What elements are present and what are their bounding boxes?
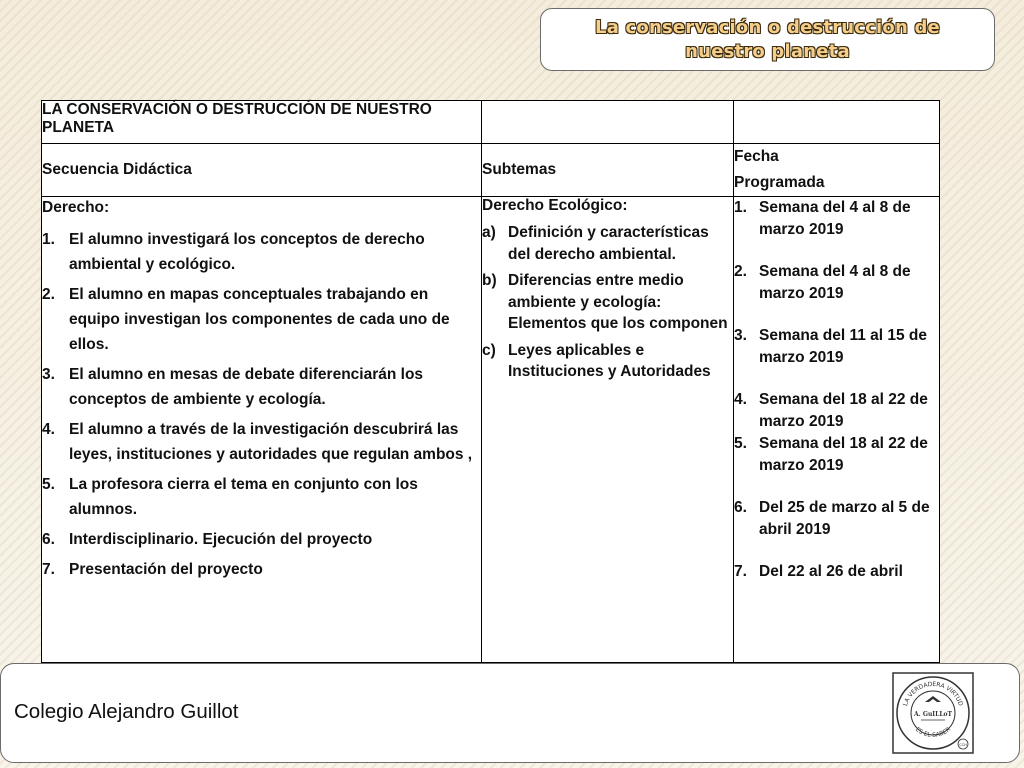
sequence-column-header: Secuencia Didáctica: [42, 144, 482, 197]
item-number: 7.: [42, 561, 55, 578]
item-text: El alumno investigará los conceptos de derecho ambiental y ecológico.: [69, 231, 425, 273]
item-text: Semana del 18 al 22 de marzo 2019: [759, 391, 928, 430]
footer-box: [0, 663, 1020, 763]
item-text: El alumno en mesas de debate diferenciarán los conceptos de ambiente y ecología.: [69, 366, 424, 408]
item-number: 7.: [734, 563, 747, 580]
sequence-cell: [42, 197, 482, 663]
item-text: Leyes aplicables e Instituciones y Autoridades: [508, 341, 711, 380]
item-number: 5.: [734, 435, 747, 452]
item-text: Presentación del proyecto: [69, 561, 263, 578]
list-item: [42, 417, 481, 467]
item-number: 3.: [42, 366, 55, 383]
list-item: [482, 340, 733, 383]
item-text: Semana del 18 al 22 de marzo 2019: [759, 435, 928, 474]
item-number: 4.: [42, 421, 55, 438]
slide-title-box: [540, 8, 995, 71]
logo-ring-top-text: LA VERDADERA VIRTUD: [902, 680, 964, 707]
item-number: 5.: [42, 476, 55, 493]
logo-badge-text: CCH: [959, 743, 967, 747]
date-header-line2: Programada: [734, 174, 825, 191]
table-title-cell: LA CONSERVACIÓN O DESTRUCCIÓN DE NUESTRO PLANETA: [42, 101, 482, 144]
list-item: [42, 527, 481, 552]
list-item: [734, 197, 939, 241]
item-text: Semana del 4 al 8 de marzo 2019: [759, 199, 911, 238]
sequence-heading: Derecho:: [42, 199, 110, 216]
subtopics-column-header: Subtemas: [482, 144, 734, 197]
list-item: [42, 227, 481, 277]
item-number: 1.: [42, 231, 55, 248]
slide-title: La conservación o destrucción de nuestro planeta: [595, 16, 940, 62]
item-number: 2.: [42, 286, 55, 303]
sequence-list: [42, 227, 481, 582]
logo-center-text: A. GuILLoT: [913, 711, 953, 718]
item-number: 6.: [42, 531, 55, 548]
item-number: 1.: [734, 199, 747, 216]
item-number: 2.: [734, 263, 747, 280]
item-text: Interdisciplinario. Ejecución del proyecto: [69, 531, 373, 548]
item-text: Definición y características del derecho ambiental.: [508, 224, 709, 263]
item-text: Semana del 11 al 15 de marzo 2019: [759, 327, 928, 366]
list-item: [482, 270, 733, 335]
list-item: [42, 362, 481, 412]
list-item: [734, 389, 939, 433]
item-text: Diferencias entre medio ambiente y ecología: Elementos que los componen: [508, 272, 728, 332]
item-letter: c): [482, 341, 496, 359]
item-text: El alumno a través de la investigación descubrirá las leyes, instituciones y autoridades que regulan ambos ,: [69, 421, 473, 463]
item-text: La profesora cierra el tema en conjunto con los alumnos.: [69, 476, 418, 518]
subtopics-heading: Derecho Ecológico:: [482, 197, 628, 214]
item-text: Semana del 4 al 8 de marzo 2019: [759, 263, 911, 302]
list-item: [42, 557, 481, 582]
list-item: [734, 433, 939, 477]
item-number: 6.: [734, 499, 747, 516]
item-text: Del 22 al 26 de abril: [759, 563, 903, 580]
item-number: 4.: [734, 391, 747, 408]
item-text: El alumno en mapas conceptuales trabajando en equipo investigan los componentes de cada uno de ellos.: [69, 286, 450, 353]
date-column-header: [734, 144, 940, 197]
column-header-row: [42, 144, 940, 197]
item-letter: a): [482, 224, 496, 241]
empty-cell: [734, 101, 940, 144]
empty-cell: [482, 101, 734, 144]
school-name: Colegio Alejandro Guillot: [14, 700, 239, 723]
school-crest-icon: [892, 672, 974, 754]
logo-ring-bottom-text: ES EL SABER: [914, 726, 952, 739]
item-text: Del 25 de marzo al 5 de abril 2019: [759, 499, 930, 538]
subtopics-cell: [482, 197, 734, 663]
list-item: [734, 325, 939, 369]
list-item: [734, 497, 939, 541]
dates-cell: [734, 197, 940, 663]
content-row: [42, 197, 940, 663]
item-letter: b): [482, 272, 497, 289]
list-item: [42, 282, 481, 357]
list-item: [734, 261, 939, 305]
item-number: 3.: [734, 327, 747, 344]
list-item: [482, 222, 733, 265]
date-header-line1: Fecha: [734, 148, 779, 165]
didactic-sequence-table: [41, 100, 940, 663]
dates-list: [734, 197, 939, 583]
list-item: [734, 561, 939, 583]
list-item: [42, 472, 481, 522]
table-title-row: [42, 101, 940, 144]
subtopics-list: [482, 222, 733, 383]
